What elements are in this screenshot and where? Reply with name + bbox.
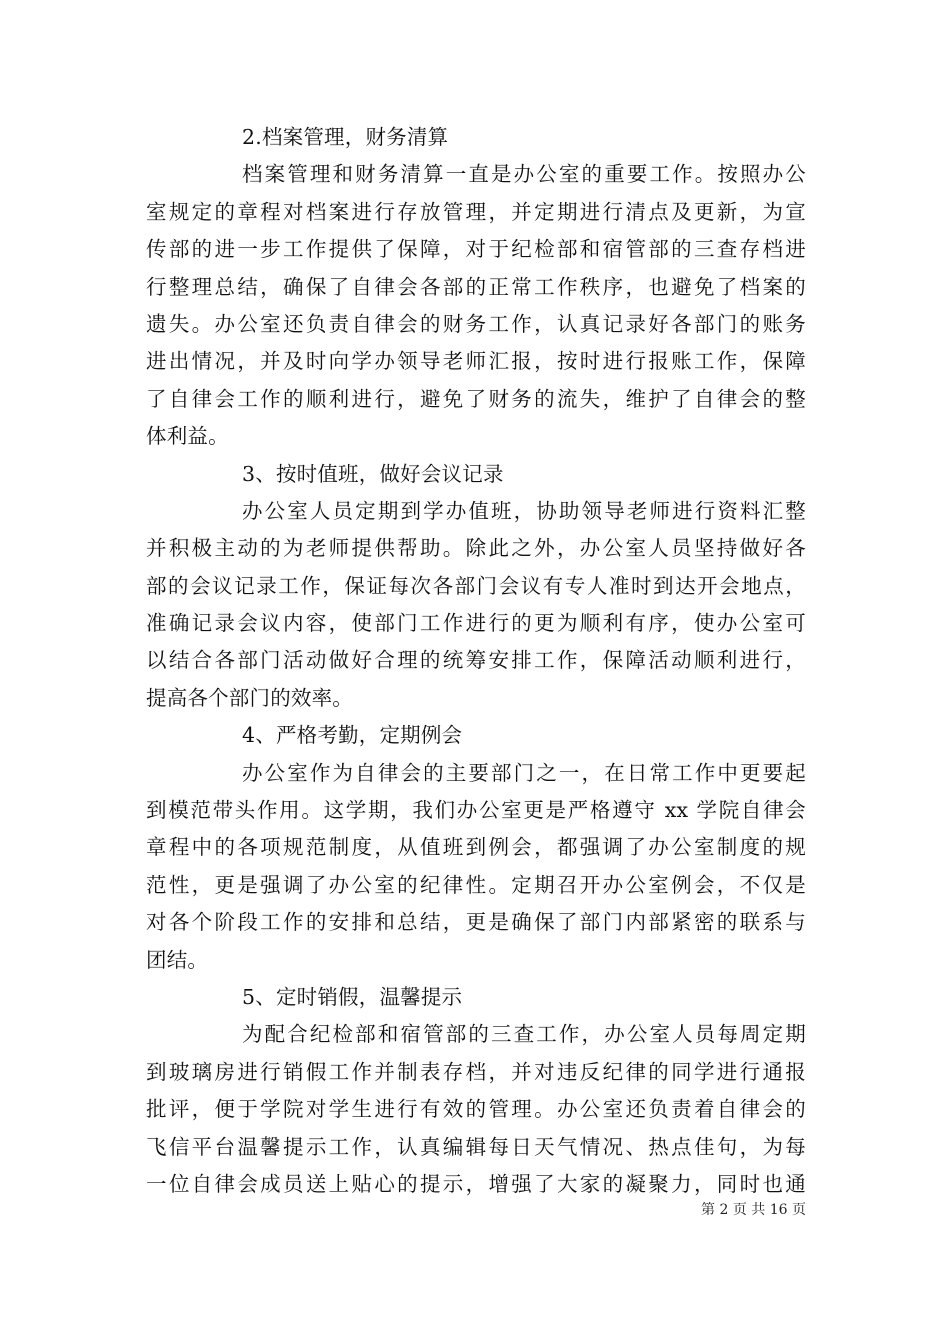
section-heading: 3、按时值班，做好会议记录 xyxy=(242,461,504,486)
paragraph-line: 办公室作为自律会的主要部门之一，在日常工作中更要起 xyxy=(242,760,806,785)
paragraph-line: 并积极主动的为老师提供帮助。除此之外，办公室人员坚持做好各 xyxy=(146,536,806,561)
paragraph-line: 提高各个部门的效率。 xyxy=(146,685,353,710)
paragraph-line: 一位自律会成员送上贴心的提示，增强了大家的凝聚力，同时也通 xyxy=(146,1171,806,1196)
section-heading: 4、严格考勤，定期例会 xyxy=(242,723,463,748)
paragraph-line: 部的会议记录工作，保证每次各部门会议有专人准时到达开会地点， xyxy=(146,573,806,598)
paragraph-line: 准确记录会议内容，使部门工作进行的更为顺利有序，使办公室可 xyxy=(146,611,806,636)
paragraph-line: 传部的进一步工作提供了保障，对于纪检部和宿管部的三查存档进 xyxy=(146,237,806,262)
section-heading: 5、定时销假，温馨提示 xyxy=(242,984,463,1009)
paragraph-line: 行整理总结，确保了自律会各部的正常工作秩序，也避免了档案的 xyxy=(146,274,806,299)
paragraph-line: 以结合各部门活动做好合理的统筹安排工作，保障活动顺利进行， xyxy=(146,648,806,673)
paragraph-line: 档案管理和财务清算一直是办公室的重要工作。按照办公 xyxy=(242,162,806,187)
document-body xyxy=(146,119,806,1203)
paragraph-line: 范性，更是强调了办公室的纪律性。定期召开办公室例会，不仅是 xyxy=(146,872,806,897)
page-number-footer: 第 2 页 共 16 页 xyxy=(701,1202,806,1218)
paragraph-line: 飞信平台温馨提示工作，认真编辑每日天气情况、热点佳句，为每 xyxy=(146,1134,806,1159)
paragraph-line: 团结。 xyxy=(146,947,209,972)
paragraph-line: 体利益。 xyxy=(146,424,229,449)
paragraph-line: 到模范带头作用。这学期，我们办公室更是严格遵守 xx 学院自律会 xyxy=(146,798,806,823)
paragraph-line: 批评，便于学院对学生进行有效的管理。办公室还负责着自律会的 xyxy=(146,1097,806,1122)
paragraph-line: 进出情况，并及时向学办领导老师汇报，按时进行报账工作，保障 xyxy=(146,349,806,374)
section-heading: 2.档案管理，财务清算 xyxy=(242,125,449,149)
paragraph-line: 了自律会工作的顺利进行，避免了财务的流失，维护了自律会的整 xyxy=(146,386,806,411)
paragraph-line: 室规定的章程对档案进行存放管理，并定期进行清点及更新，为宣 xyxy=(146,199,806,224)
paragraph-line: 遗失。办公室还负责自律会的财务工作，认真记录好各部门的账务 xyxy=(146,311,806,336)
paragraph-line: 为配合纪检部和宿管部的三查工作，办公室人员每周定期 xyxy=(242,1022,806,1047)
paragraph-line: 对各个阶段工作的安排和总结，更是确保了部门内部紧密的联系与 xyxy=(146,910,806,935)
paragraph-line: 到玻璃房进行销假工作并制表存档，并对违反纪律的同学进行通报 xyxy=(146,1059,806,1084)
paragraph-line: 办公室人员定期到学办值班，协助领导老师进行资料汇整 xyxy=(242,498,806,523)
paragraph-line: 章程中的各项规范制度，从值班到例会，都强调了办公室制度的规 xyxy=(146,835,806,860)
